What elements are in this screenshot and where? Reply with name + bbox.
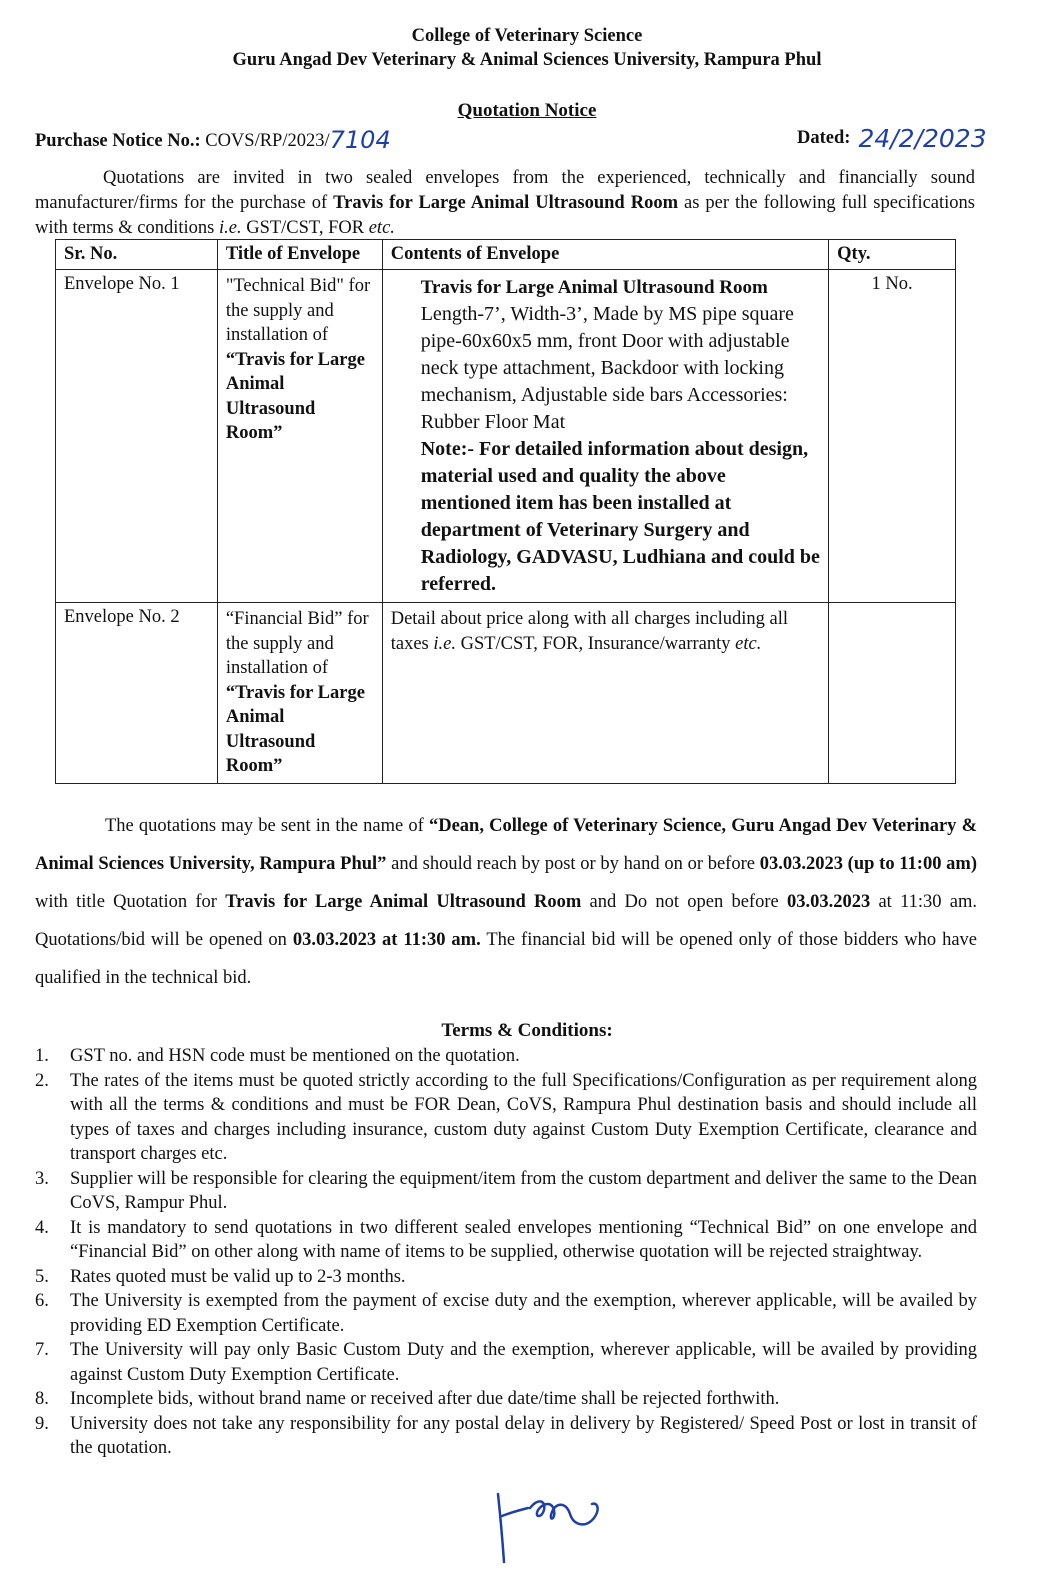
para-deadline: 03.03.2023 (up to 11:00 am) xyxy=(759,854,977,874)
table-row xyxy=(56,270,956,603)
para-text-4: and Do not open before xyxy=(581,892,787,912)
header-contents: Contents of Envelope xyxy=(382,240,828,270)
row2-qty xyxy=(829,603,956,784)
list-item xyxy=(35,1069,977,1167)
row2-contents xyxy=(382,603,828,784)
para-dean: “Dean, College of Veterinary Science, Guru Angad Dev Veterinary & Animal Sciences University, Rampura Phul” xyxy=(35,816,978,874)
term-number: 6. xyxy=(35,1291,49,1311)
header-sr-no: Sr. No. xyxy=(56,240,218,270)
term-text: GST no. and HSN code must be mentioned on the quotation. xyxy=(70,1046,520,1066)
purchase-notice-label: Purchase Notice No.: xyxy=(35,131,201,151)
list-item xyxy=(35,1387,977,1412)
term-text: Supplier will be responsible for clearing the equipment/item from the custom department and deliver the same to the Dean CoVS, Rampur Phul. xyxy=(70,1168,977,1213)
list-item xyxy=(35,1289,977,1338)
term-text: Incomplete bids, without brand name or received after due date/time shall be rejected forthwith. xyxy=(70,1389,780,1409)
term-text: The University is exempted from the payment of excise duty and the exemption, wherever applicable, will be availed by providing ED Exemption Certificate. xyxy=(70,1291,977,1336)
intro-text-3: GST/CST, FOR xyxy=(241,218,369,238)
para-text-6: The financial bid will be opened only of those bidders who have qualified in the technical bid. xyxy=(35,930,978,988)
term-text: It is mandatory to send quotations in two different sealed envelopes mentioning “Technical Bid” on one envelope and “Financial Bid” on other along with name of items to be supplied, otherwise quotation will be rejected straightway. xyxy=(70,1217,977,1262)
dated-line xyxy=(797,120,987,153)
college-name: College of Veterinary Science xyxy=(411,26,643,46)
list-item xyxy=(35,1167,977,1216)
terms-list xyxy=(35,1044,977,1461)
table-row xyxy=(56,603,956,784)
para-item: Travis for Large Animal Ultrasound Room xyxy=(225,892,582,912)
term-number: 1. xyxy=(35,1046,49,1066)
intro-item: Travis for Large Animal Ultrasound Room xyxy=(333,193,678,213)
term-text: The rates of the items must be quoted strictly according to the full Specifications/Configuration as per requirement along with all the terms & conditions and must be FOR Dean, CoVS, Rampura Phul destination basis and should include all types of taxes and charges including insurance, custom duty against Custom Duty Exemption Certificate, clearance and transport charges etc. xyxy=(70,1070,977,1164)
term-text: The University will pay only Basic Custom Duty and the exemption, wherever applicable, will be availed by providing against Custom Duty Exemption Certificate. xyxy=(70,1340,977,1385)
purchase-notice-line xyxy=(35,124,391,152)
row2-title xyxy=(217,603,382,784)
para-open-when: 03.03.2023 at 11:30 am. xyxy=(292,930,481,950)
intro-text-1: Quotations are invited in two sealed envelopes from the experienced, technically and financially sound manufacturer/firms for the purchase of xyxy=(35,168,975,213)
intro-paragraph xyxy=(35,166,975,241)
row2-title-bold: “Travis for Large Animal Ultrasound Room” xyxy=(225,682,365,776)
header-title: Title of Envelope xyxy=(217,240,382,270)
dated-label: Dated: xyxy=(797,128,851,148)
row1-note: Note:- For detailed information about design, material used and quality the above mentioned item has been installed at department of Veterinary Surgery and Radiology, GADVASU, Ludhiana and could be referred. xyxy=(420,438,820,595)
intro-ie: i.e. xyxy=(218,218,242,238)
row1-title xyxy=(217,270,382,603)
handwritten-signature xyxy=(490,1488,630,1568)
row1-contents-heading: Travis for Large Animal Ultrasound Room xyxy=(420,277,768,298)
university-name: Guru Angad Dev Veterinary & Animal Sciences University, Rampura Phul xyxy=(232,50,822,70)
list-item xyxy=(35,1412,977,1461)
term-number: 4. xyxy=(35,1217,49,1238)
intro-etc: etc. xyxy=(368,218,395,238)
term-text: Rates quoted must be valid up to 2-3 months. xyxy=(70,1266,406,1287)
submission-paragraph xyxy=(35,807,977,997)
dated-value: 24/2/2023 xyxy=(858,124,987,153)
row2-contents-text-1: Detail about price along with all charges including all taxes xyxy=(390,609,789,654)
para-text-5: at 11:30 am. Quotations/bid will be opened on xyxy=(35,892,977,950)
term-number: 3. xyxy=(35,1168,49,1189)
row2-contents-text-2: GST/CST, FOR, Insurance/warranty xyxy=(455,633,736,654)
row2-contents-etc: etc. xyxy=(735,633,762,654)
row1-contents-body: Length-7’, Width-3’, Made by MS pipe square pipe-60x60x5 mm, front Door with adjustable neck type attachment, Backdoor with locking mechanism, Adjustable side bars Accessories: Rubber Floor Mat xyxy=(420,303,794,433)
purchase-notice-number: 7104 xyxy=(329,126,391,154)
para-text-3: with title Quotation for xyxy=(35,892,226,912)
term-number: 7. xyxy=(35,1340,49,1360)
notice-title: Quotation Notice xyxy=(457,100,597,121)
row1-title-plain: "Technical Bid" for the supply and installation of xyxy=(225,276,371,345)
intro-text-2: as per the following full specifications with terms & conditions xyxy=(35,193,975,238)
para-text-1: The quotations may be sent in the name of xyxy=(105,816,429,836)
row2-sr: Envelope No. 2 xyxy=(56,603,218,784)
header-qty: Qty. xyxy=(829,240,956,270)
terms-title: Terms & Conditions: xyxy=(441,1020,613,1041)
para-text-2: and should reach by post or by hand on or before xyxy=(386,854,760,874)
term-number: 5. xyxy=(35,1266,49,1287)
term-number: 9. xyxy=(35,1413,49,1434)
list-item xyxy=(35,1216,977,1265)
row1-sr: Envelope No. 1 xyxy=(56,270,218,603)
row2-contents-ie: i.e. xyxy=(433,633,456,654)
row1-contents xyxy=(382,270,828,603)
term-text: University does not take any responsibility for any postal delay in delivery by Registered/ Speed Post or lost in transit of the quotation. xyxy=(70,1413,977,1458)
purchase-notice-prefix: COVS/RP/2023/ xyxy=(205,131,330,151)
list-item xyxy=(35,1338,977,1387)
term-number: 8. xyxy=(35,1389,49,1409)
list-item xyxy=(35,1265,977,1290)
row1-title-bold: “Travis for Large Animal Ultrasound Room” xyxy=(225,349,365,443)
specification-table xyxy=(55,239,956,784)
table-header-row xyxy=(56,240,956,270)
list-item xyxy=(35,1044,977,1069)
row1-qty: 1 No. xyxy=(829,270,956,603)
para-open-date: 03.03.2023 xyxy=(786,892,871,912)
term-number: 2. xyxy=(35,1070,49,1091)
row2-title-plain: “Financial Bid” for the supply and installation of xyxy=(225,609,369,678)
